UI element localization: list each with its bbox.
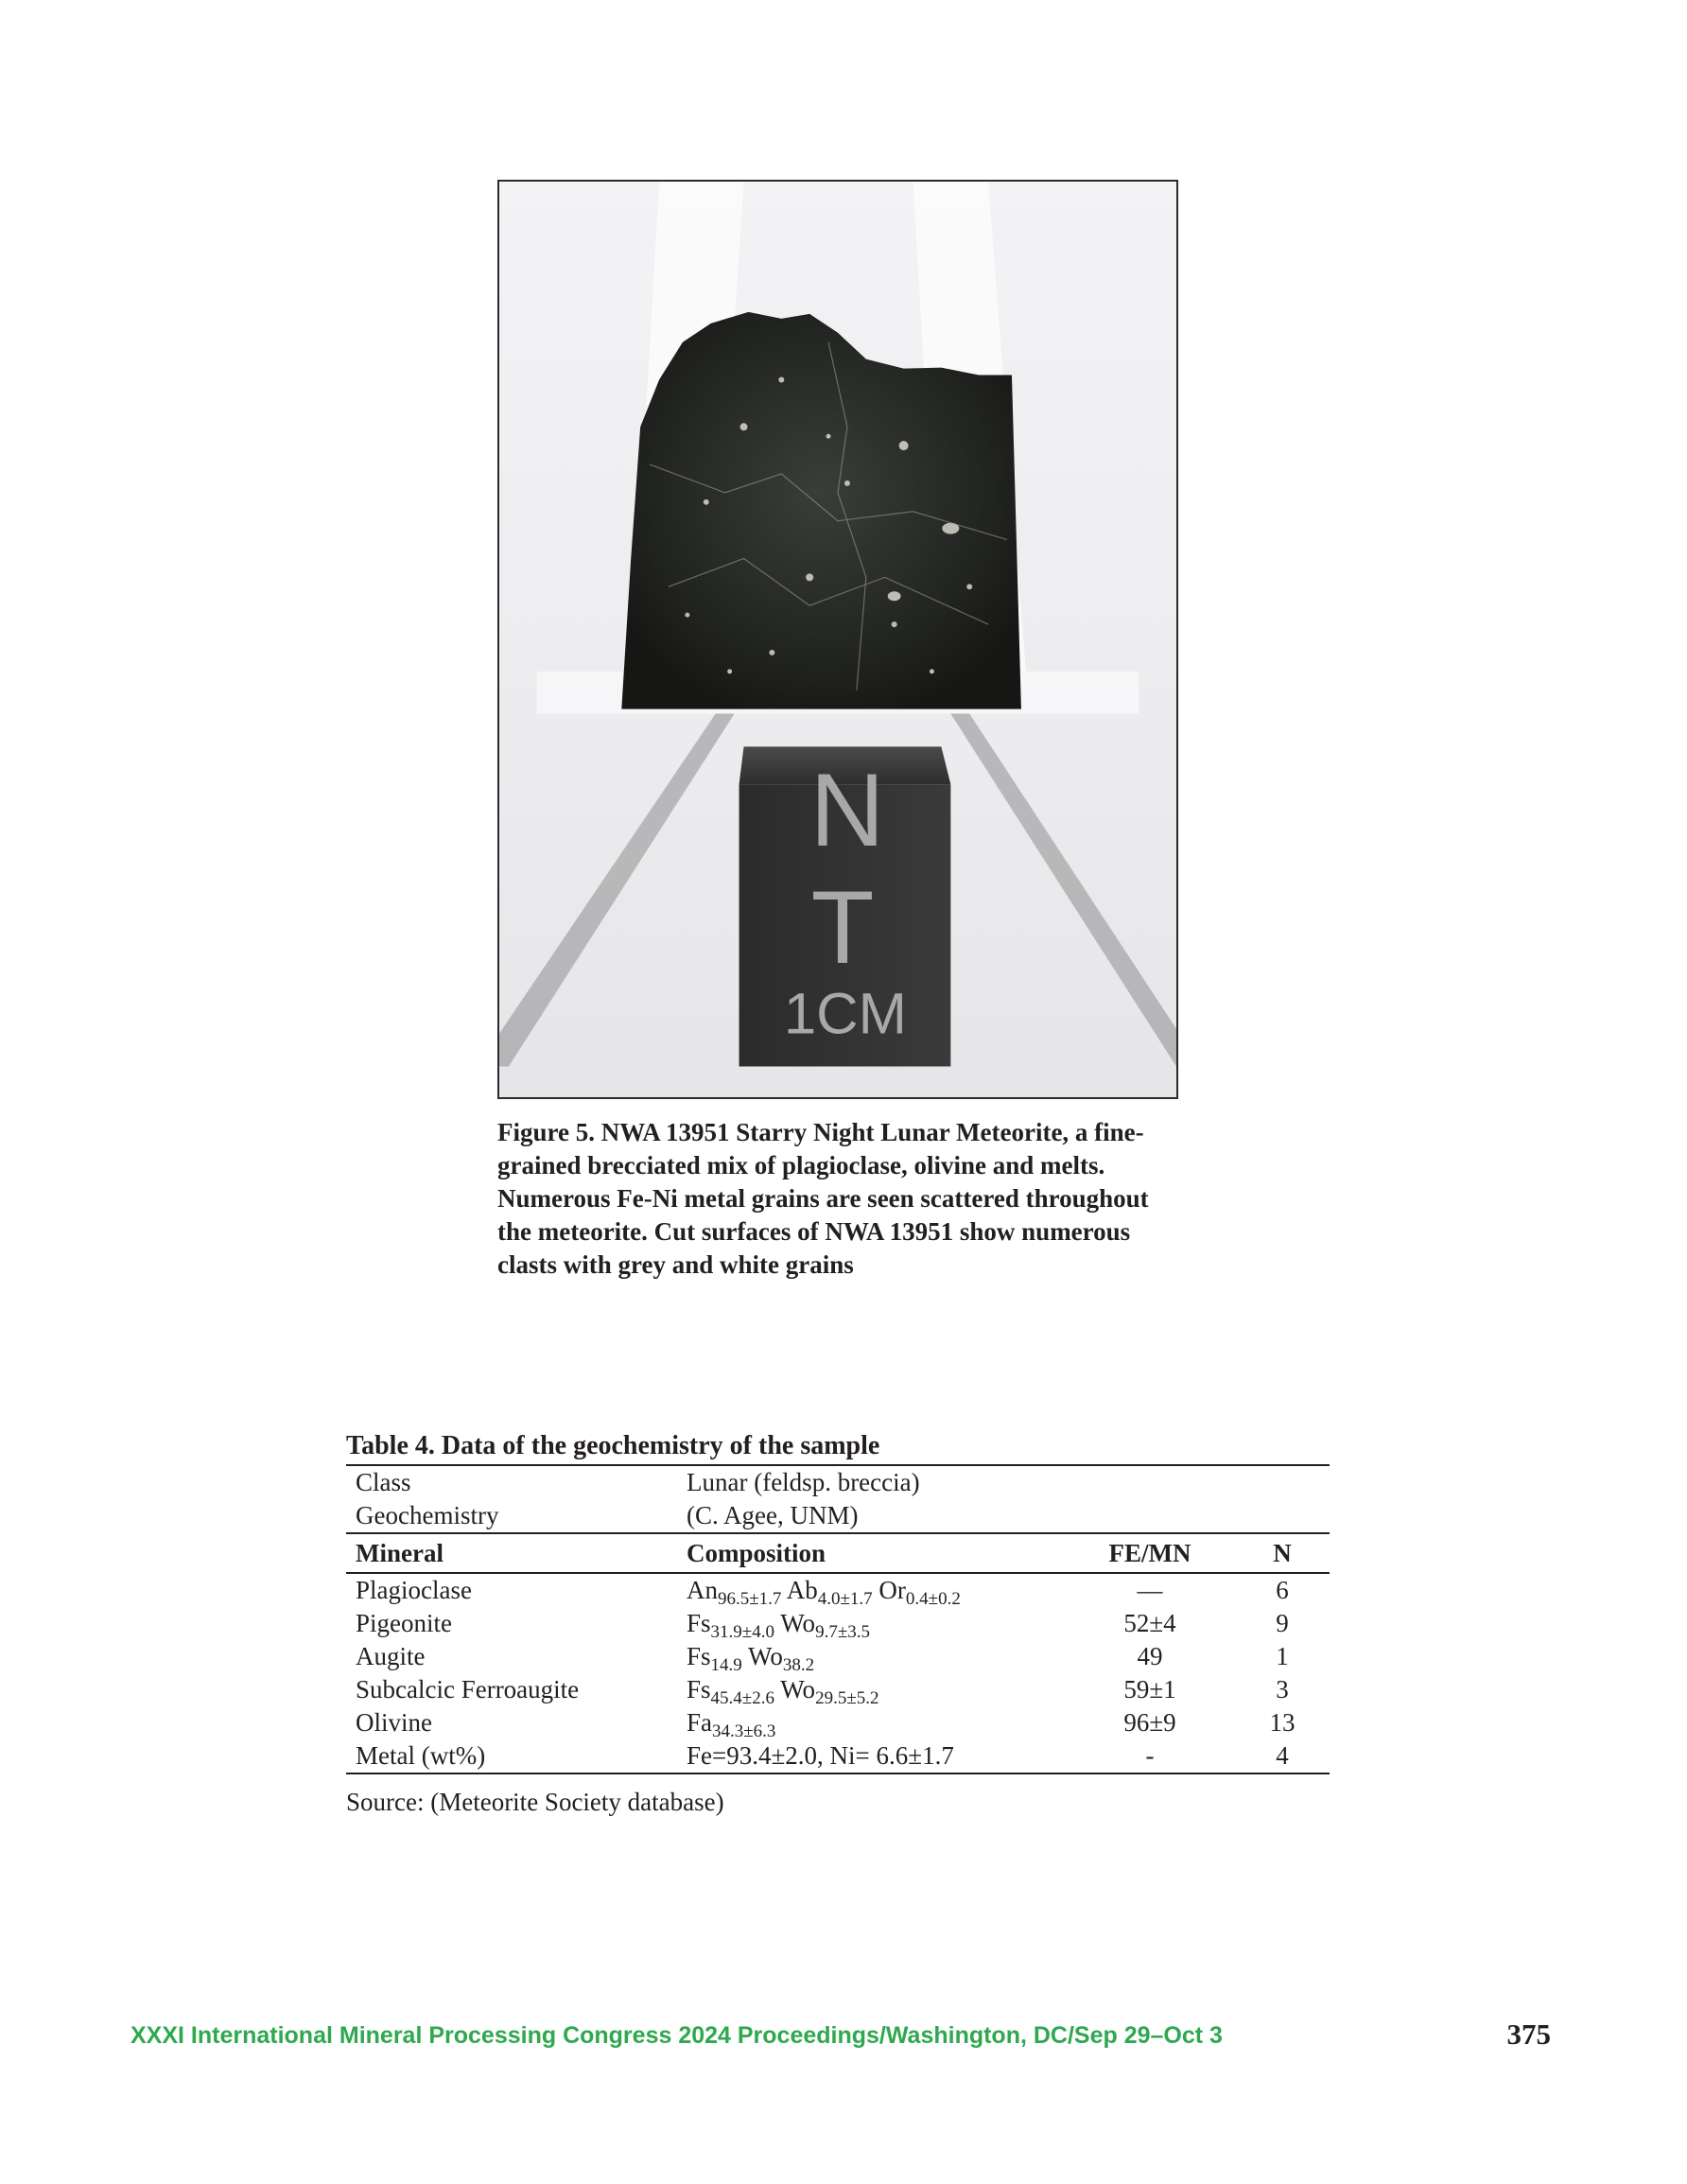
component-value: 38.2 [782, 1655, 815, 1675]
meteorite-photo [497, 180, 1178, 1099]
cell-composition [687, 1574, 1065, 1607]
cube-letter-t: T [810, 870, 875, 987]
cell-composition [687, 1706, 1065, 1739]
table-row [346, 1739, 1330, 1773]
cell-mineral: Metal (wt%) [356, 1741, 486, 1770]
header-composition: Composition [687, 1539, 826, 1567]
component-symbol: Fa [687, 1708, 712, 1737]
component-symbol: Ab [786, 1576, 818, 1604]
header-n: N [1273, 1539, 1292, 1567]
cell-n: 9 [1276, 1609, 1289, 1637]
meta-value: Lunar (feldsp. breccia) [687, 1468, 920, 1496]
cell-composition [687, 1607, 1065, 1640]
header-mineral: Mineral [356, 1539, 443, 1567]
meta-value: (C. Agee, UNM) [687, 1501, 859, 1529]
table-source: Source: (Meteorite Society database) [346, 1788, 724, 1816]
component-symbol: Fs [687, 1642, 711, 1670]
cell-composition: Fe=93.4±2.0, Ni= 6.6±1.7 [687, 1741, 954, 1770]
cell-mineral: Plagioclase [356, 1576, 472, 1604]
cell-femn: 96±9 [1123, 1708, 1176, 1737]
component-value: 45.4±2.6 [710, 1688, 774, 1708]
meta-row-geochemistry [346, 1499, 1330, 1532]
component-symbol: Fs [687, 1609, 711, 1637]
cell-mineral: Subcalcic Ferroaugite [356, 1675, 580, 1704]
page-number: 375 [1506, 2018, 1551, 2051]
component-symbol: Wo [780, 1675, 816, 1704]
meta-label: Class [356, 1468, 411, 1496]
cell-femn: 49 [1137, 1642, 1163, 1670]
meteorite-illustration [499, 182, 1176, 1097]
cell-mineral: Pigeonite [356, 1609, 452, 1637]
component-value: 96.5±1.7 [718, 1589, 782, 1609]
component-symbol: Fs [687, 1675, 711, 1704]
cell-femn: 52±4 [1123, 1609, 1176, 1637]
component-value: 29.5±5.2 [815, 1688, 879, 1708]
table-row [346, 1706, 1330, 1739]
geochemistry-table [346, 1430, 1330, 1819]
cell-n: 6 [1276, 1576, 1289, 1604]
cell-n: 13 [1269, 1708, 1296, 1737]
footer-proceedings-text: XXXI International Mineral Processing Congress 2024 Proceedings/Washington, DC/Sep 29–Oct 3 [130, 2022, 1223, 2049]
component-symbol: An [687, 1576, 718, 1604]
cell-femn: — [1137, 1576, 1163, 1604]
component-value: 34.3±6.3 [712, 1721, 776, 1741]
component-value: 4.0±1.7 [817, 1589, 873, 1609]
component-value: 14.9 [710, 1655, 742, 1675]
component-value: 0.4±0.2 [905, 1589, 961, 1609]
table-row [346, 1574, 1330, 1607]
table-bottom-rule [346, 1773, 1330, 1774]
meta-row-class [346, 1466, 1330, 1499]
cube-scale-label: 1CM [783, 981, 908, 1047]
figure-caption: Figure 5. NWA 13951 Starry Night Lunar Meteorite, a fine-grained brecciated mix of plagioclase, olivine and melts. Numerous Fe-Ni metal grains are seen scattered throughout the meteorite. Cut surfaces of NWA 13951 show numerous clasts with grey and white grains [497, 1118, 1149, 1279]
table-header-row [346, 1534, 1330, 1572]
cell-n: 4 [1276, 1741, 1289, 1770]
table-row [346, 1673, 1330, 1706]
table-title: Table 4. Data of the geochemistry of the sample [346, 1431, 880, 1460]
cell-composition [687, 1673, 1065, 1706]
cube-letter-n: N [809, 752, 885, 868]
meta-table [346, 1466, 1330, 1532]
header-femn: FE/MN [1108, 1539, 1191, 1567]
cell-n: 1 [1276, 1642, 1289, 1670]
table-row [346, 1607, 1330, 1640]
component-value: 31.9±4.0 [710, 1622, 774, 1642]
cell-mineral: Augite [356, 1642, 426, 1670]
header-table [346, 1534, 1330, 1572]
component-value: 9.7±3.5 [815, 1622, 870, 1642]
table-row [346, 1640, 1330, 1673]
cell-composition [687, 1640, 1065, 1673]
cell-mineral: Olivine [356, 1708, 432, 1737]
cell-femn: - [1145, 1741, 1155, 1770]
cell-n: 3 [1276, 1675, 1289, 1704]
meta-label: Geochemistry [356, 1501, 499, 1529]
component-symbol: Wo [748, 1642, 783, 1670]
cell-femn: 59±1 [1123, 1675, 1176, 1704]
component-symbol: Or [878, 1576, 906, 1604]
data-table [346, 1574, 1330, 1773]
component-symbol: Wo [780, 1609, 816, 1637]
